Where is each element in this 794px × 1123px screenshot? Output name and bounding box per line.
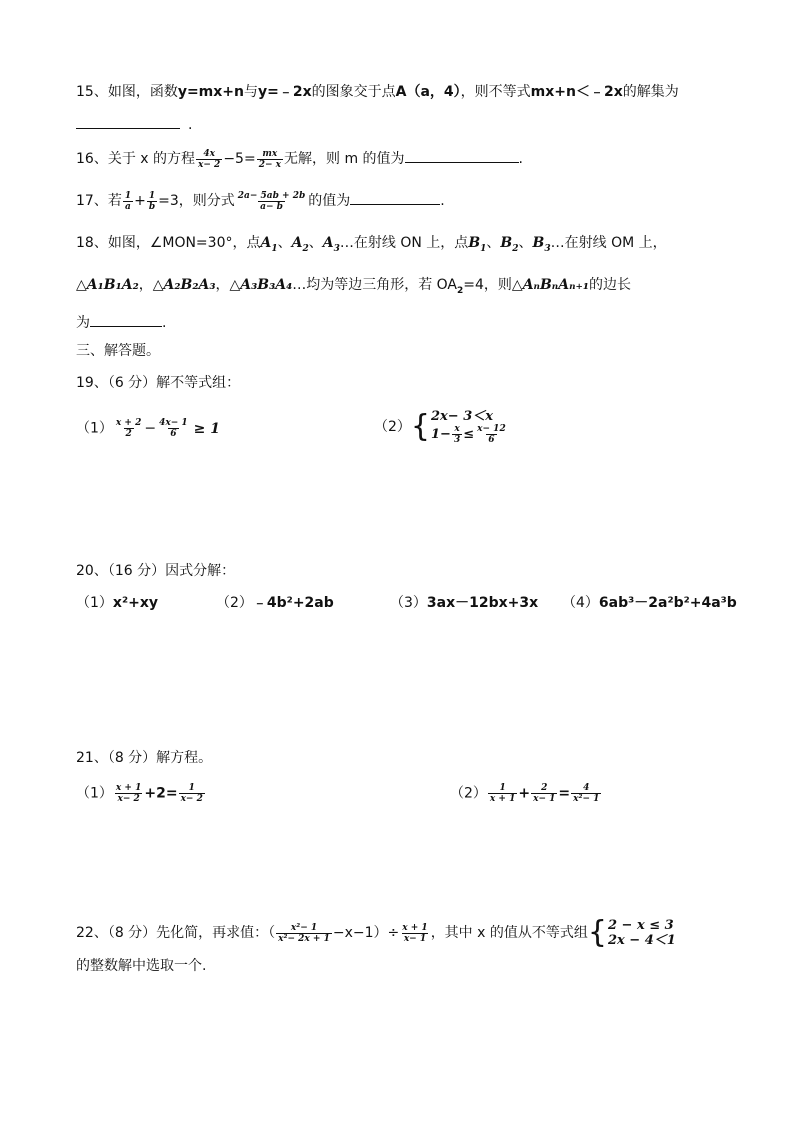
- q19-p2-system: [431, 409, 509, 445]
- q15-text-b: 与: [244, 84, 258, 100]
- question-18-line-1: 18、如图，∠MON=30°，点$A_1$、$A_2$、$A_3\dots$在射线 ON 上，点$B_1$、$B_2$、$B_3\dots$在射线 OM 上，: [76, 235, 667, 254]
- question-22: [76, 915, 676, 950]
- q22-system-line-1: 2 − x ≤ 3: [607, 918, 674, 933]
- q19-p1-f2-num: 4x− 1: [159, 418, 188, 428]
- q19-p1-rest: ≥ 1: [193, 420, 221, 437]
- q20-item-1-label: （1）: [76, 595, 113, 611]
- q15-text-c: 的图象交于点: [311, 84, 396, 100]
- q18-text-c: …在射线 OM 上，: [550, 235, 667, 251]
- q17-fraction-a: [123, 191, 133, 212]
- q19-p2-fb-num: x− 12: [477, 424, 506, 434]
- q22-f2-den: x− 1: [403, 933, 427, 944]
- q18-sub-b1: 1: [480, 243, 487, 254]
- q21-part-2: [450, 783, 602, 804]
- q18-sub-b2: 2: [512, 243, 519, 254]
- q22-text-b: ，其中 x 的值从不等式组: [430, 925, 588, 941]
- q19-p2-fa-den: 3: [453, 435, 461, 445]
- q18-sub-3: 3: [333, 243, 340, 254]
- q20-item-3-label: （3）: [390, 595, 427, 611]
- q19-p1-label: （1）: [76, 420, 113, 437]
- q19-p1-fraction-2: [157, 418, 190, 439]
- q16-f1-den: x− 2: [198, 159, 221, 170]
- q22-mid: −x−1）÷: [332, 925, 400, 941]
- q19-p2-fraction-a: [452, 424, 462, 445]
- question-15: [76, 82, 679, 102]
- q18-B3: B: [532, 235, 545, 251]
- q18-sep-2: ，△: [215, 277, 241, 293]
- question-21-title: 21、（8 分）解方程。: [76, 750, 213, 766]
- q15-answer-line: [76, 114, 192, 135]
- q22-fraction-1: [276, 923, 332, 944]
- section-title: 三、解答题。: [76, 343, 160, 359]
- q17-text: 17、若: [76, 193, 122, 209]
- q20-item-3-expr: 3ax－12bx+3x: [426, 595, 539, 611]
- q19-p1-fraction-1: [114, 418, 143, 439]
- q17-f-den: a− b: [260, 201, 283, 212]
- q16-f2-den: 2− x: [258, 159, 281, 170]
- q15-function-1: y=mx+n: [177, 84, 244, 100]
- q19-p2-fb-den: 6: [488, 435, 495, 445]
- q21-part-1: [76, 783, 206, 804]
- q18-text-f: 的边长: [589, 277, 632, 293]
- q21-p2-f1-num: 1: [499, 783, 506, 793]
- q21-p2-f3-num: 4: [583, 783, 590, 793]
- q18-text-g: 为: [76, 315, 90, 331]
- q21-p1-label: （1）: [76, 785, 113, 802]
- q20-item-3: [390, 593, 538, 613]
- q17-fa-den: a: [125, 201, 131, 212]
- q17-f-num: 2a− 5ab + 2b: [237, 190, 306, 201]
- q17-fb-den: b: [148, 201, 156, 212]
- q21-p1-f1-num: x + 1: [115, 783, 142, 793]
- q22-fraction-2: [400, 923, 429, 944]
- question-20-title: 20、（16 分）因式分解：: [76, 563, 236, 579]
- q20-item-1: [76, 593, 158, 613]
- q19-p2-one-minus: 1−: [431, 427, 451, 442]
- question-18-line-2: [76, 275, 631, 301]
- q17-text-c: 的值为: [308, 193, 351, 209]
- q17-period: .: [440, 193, 445, 209]
- q20-item-4: [562, 593, 737, 613]
- q19-p2-fa-num: x: [454, 424, 460, 434]
- q18-text-d: …均为等边三角形，若 OA: [292, 277, 458, 293]
- q18-triangle-3: A₃B₃A₄: [240, 277, 293, 293]
- q18-triangle-2: A₂B₂A₃: [163, 277, 216, 293]
- q21-p2-f2-den: x− 1: [533, 794, 556, 804]
- q22-f2-num: x + 1: [402, 922, 428, 933]
- q21-p1-f1-den: x− 2: [117, 794, 140, 804]
- question-16: [76, 148, 523, 170]
- q21-p1-fraction-2: [179, 783, 205, 804]
- q19-p1-f2-den: 6: [170, 429, 177, 439]
- q18-sep-1: ，△: [138, 277, 164, 293]
- q17-plus: +: [134, 193, 146, 209]
- q19-p2-label: （2）: [374, 419, 411, 435]
- q21-p2-fraction-2: [531, 783, 557, 804]
- q16-answer-blank[interactable]: [405, 148, 519, 163]
- q18-period: .: [162, 315, 167, 331]
- q17-fraction-main: [236, 191, 308, 212]
- q19-p2-fraction-b: [475, 424, 508, 445]
- q20-item-4-label: （4）: [562, 595, 599, 611]
- q16-text-b: 无解，则 m 的值为: [284, 151, 405, 167]
- q19-p1-f1-num: x + 2: [115, 418, 142, 428]
- q18-text-a: 18、如图，∠MON=30°，点: [76, 235, 261, 251]
- q18-triangle-symbol: △: [76, 277, 87, 293]
- q19-part-2: [374, 409, 509, 445]
- q20-item-1-expr: x²+xy: [112, 595, 158, 611]
- q21-p2-f2-num: 2: [541, 783, 548, 793]
- q19-p2-line-1: 2x− 3＜x: [431, 409, 494, 424]
- q21-p2-f1-den: x + 1: [489, 794, 516, 804]
- q18-triangle-n: AₙBₙAₙ₊₁: [522, 277, 590, 293]
- q21-p2-fraction-3: [571, 783, 601, 804]
- q22-f1-num: x²− 1: [290, 922, 318, 933]
- q21-p1-fraction-1: [114, 783, 143, 804]
- q16-f1-num: 4x: [203, 148, 215, 159]
- q15-period: .: [188, 117, 193, 133]
- question-17: [76, 190, 445, 212]
- q18-text-b: …在射线 ON 上，点: [339, 235, 469, 251]
- question-18-line-3: [76, 312, 166, 333]
- q18-answer-blank[interactable]: [90, 312, 162, 327]
- left-brace-icon: {: [410, 409, 431, 444]
- q21-p2-fraction-1: [488, 783, 517, 804]
- q18-oa-sub: 2: [457, 285, 464, 296]
- q18-A2: A: [291, 235, 303, 251]
- q18-A1: A: [260, 235, 272, 251]
- q22-system: [608, 918, 676, 948]
- q19-p1-f1-den: 2: [125, 429, 132, 439]
- q21-p2-f3-den: x²− 1: [573, 794, 600, 804]
- q21-p2-plus: +: [518, 785, 531, 802]
- q17-fraction-b: [147, 191, 157, 212]
- q20-item-2: [216, 593, 334, 613]
- q16-minus5: −5=: [223, 151, 256, 167]
- q20-item-4-expr: 6ab³－2a²b²+4a³b: [598, 595, 737, 611]
- q21-p1-f2-num: 1: [188, 783, 195, 793]
- q15-text-e: 的解集为: [622, 84, 679, 100]
- q15-text-d: ，则不等式: [460, 84, 531, 100]
- q15-text: 15、如图，函数: [76, 84, 178, 100]
- q18-sub-1: 1: [271, 243, 278, 254]
- q16-fraction-2: [257, 149, 283, 170]
- q22-system-line-2: 2x − 4＜1: [607, 933, 676, 948]
- q19-p2-line-2: [431, 424, 509, 445]
- q18-text-e: =4，则△: [463, 277, 523, 293]
- q19-p2-le: ≤: [463, 427, 475, 442]
- q21-p1-f2-den: x− 2: [180, 794, 203, 804]
- q22-f1-den: x²− 2x + 1: [278, 933, 330, 944]
- q19-p1-minus: −: [144, 420, 157, 437]
- q16-fraction-1: [196, 149, 222, 170]
- q19-part-1: [76, 418, 220, 439]
- q21-p2-label: （2）: [450, 785, 487, 802]
- q20-item-2-label: （2）: [216, 595, 253, 611]
- q20-item-2-expr: ﹣4b²+2ab: [252, 595, 334, 611]
- q17-answer-blank[interactable]: [350, 190, 440, 205]
- left-brace-icon: {: [587, 915, 607, 950]
- q18-sub-2: 2: [302, 243, 309, 254]
- q18-triangle-1: A₁B₁A₂: [86, 277, 139, 293]
- q21-p1-mid: +2=: [144, 785, 178, 802]
- q17-fb-num: 1: [148, 190, 156, 201]
- q16-f2-num: mx: [262, 148, 278, 159]
- q18-B1: B: [468, 235, 481, 251]
- q15-inequality: mx+n＜﹣2x: [530, 84, 623, 100]
- q18-sub-b3: 3: [544, 243, 551, 254]
- q22-line-2: 的整数解中选取一个.: [76, 958, 207, 974]
- q22-text-a: 22、（8 分）先化简，再求值：（: [76, 925, 276, 941]
- q15-point: A（a，4）: [395, 84, 461, 100]
- q21-p2-eq: =: [558, 785, 571, 802]
- q17-text-b: =3，则分式: [158, 193, 235, 209]
- q17-fa-num: 1: [124, 190, 132, 201]
- q15-function-2: y=﹣2x: [258, 84, 312, 100]
- q18-B2: B: [500, 235, 513, 251]
- q18-A3: A: [322, 235, 334, 251]
- q15-answer-blank[interactable]: [76, 114, 180, 129]
- question-19-title: 19、（6 分）解不等式组：: [76, 375, 241, 391]
- q16-period: .: [518, 151, 523, 167]
- q16-text: 16、关于 x 的方程: [76, 151, 195, 167]
